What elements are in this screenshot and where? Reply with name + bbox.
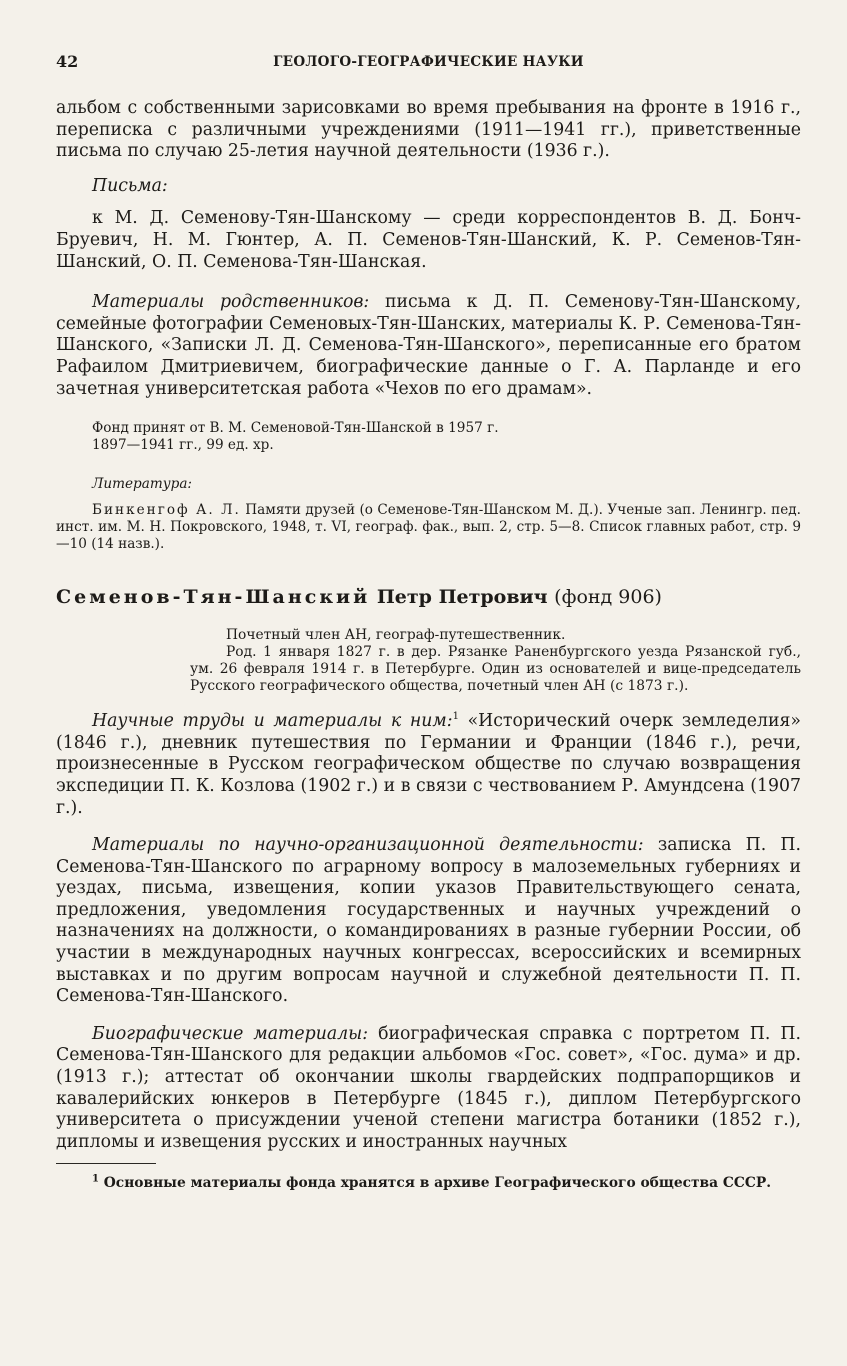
footnote-text: Основные материалы фонда хранятся в архиве Географического общества СССР.	[98, 1175, 771, 1192]
letters-heading: Письма:	[92, 175, 168, 196]
bio-materials-lead: Биографические материалы:	[92, 1023, 369, 1044]
letters-paragraph: к М. Д. Семенову-Тян-Шанскому — среди корреспондентов В. Д. Бонч-Бруевич, Н. М. Гюнтер, А. П. Семенов-Тян-Шанский, К. Р. Семенов-Тян-Шанский, О. П. Семенова-Тян-Шанская.	[56, 208, 801, 272]
literature-entry	[56, 502, 801, 553]
works-lead: Научные труды и материалы к ним:	[92, 711, 453, 732]
bio-line2: Род. 1 января 1827 г. в дер. Рязанке Раненбургского уезда Рязанской губ., ум. 26 февраля 1914 г. в Петербурге. Один из основателей и вице-председатель Русского географического общества, почетный член АН (с 1873 г.).	[190, 644, 801, 695]
footnote-rule	[56, 1163, 156, 1164]
org-lead: Материалы по научно-организационной деятельности:	[92, 835, 644, 856]
bio-materials-text: биографическая справка с портретом П. П. Семенова-Тян-Шанского для редакции альбомов «Гос. совет», «Гос. дума» и др. (1913 г.); аттестат об окончании школы гвардейских подпрапорщиков и кавалерийских юнкеров в Петербурге (1845 г.), диплом Петербургского университета о присуждении ученой степени магистра ботаники (1852 г.), дипломы и извещения русских и иностранных научных	[56, 1023, 801, 1152]
footnote	[92, 1174, 801, 1192]
literature-text: Памяти друзей (о Семенове-Тян-Шанском М. Д.). Ученые зап. Ленингр. пед. инст. им. М. Н. Покровского, 1948, т. VI, географ. фак., вып. 2, стр. 5—8. Список главных работ, стр. 9—10 (14 назв.).	[56, 502, 801, 553]
org-paragraph	[56, 835, 801, 1008]
works-text: «Исторический очерк земледелия» (1846 г.), дневник путешествия по Германии и Франции (1846 г.), речи, произнесенные в Русском географическом обществе по случаю возвращения экспедиции П. К. Козлова (1902 г.) и в связи с чествованием Р. Амундсена (1907 г.).	[56, 711, 802, 818]
running-header	[56, 52, 801, 76]
bio-line1: Почетный член АН, географ-путешественник.	[226, 627, 566, 644]
fond-note-line1: Фонд принят от В. М. Семеновой-Тян-Шанской в 1957 г.	[92, 420, 499, 437]
works-footnote-mark: 1	[452, 711, 459, 723]
page-number: 42	[56, 52, 79, 71]
continuation-paragraph: альбом с собственными зарисовками во время пребывания на фронте в 1916 г., переписка с различными учреждениями (1911—1941 гг.), приветственные письма по случаю 25-летия научной деятельности (1936 г.).	[56, 98, 801, 162]
relatives-lead: Материалы родственников:	[92, 292, 370, 313]
entry-surname: Семенов-Тян-Шанский	[56, 586, 371, 609]
entry-title	[56, 585, 801, 609]
bio-materials-paragraph	[56, 1024, 801, 1154]
works-paragraph	[56, 711, 801, 819]
entry-given-names: Петр Петрович	[376, 586, 548, 609]
entry-bio	[190, 627, 801, 695]
org-text: записка П. П. Семенова-Тян-Шанского по аграрному вопросу в малоземельных губерниях и уездах, письма, извещения, копии указов Правительствующего сената, предложения, уведомления государственных и научных учреждений о назначениях на должности, о командированиях в разные губернии России, об участии в международных научных конгрессах, всероссийских и всемирных выставках и по другим вопросам научной и служебной деятельности П. П. Семенова-Тян-Шанского.	[56, 835, 801, 1007]
literature-heading: Литература:	[92, 476, 193, 493]
footnote-mark: 1	[92, 1173, 99, 1185]
literature-author: Бинкенгоф А. Л.	[92, 502, 241, 519]
page	[56, 52, 801, 1192]
running-title: ГЕОЛОГО-ГЕОГРАФИЧЕСКИЕ НАУКИ	[273, 54, 584, 70]
relatives-paragraph	[56, 292, 801, 400]
fond-note-line2: 1897—1941 гг., 99 ед. хр.	[92, 437, 274, 454]
relatives-text: письма к Д. П. Семенову-Тян-Шанскому, семейные фотографии Семеновых-Тян-Шанских, материалы К. Р. Семенова-Тян-Шанского, «Записки Л. Д. Семенова-Тян-Шанского», переписанные его братом Рафаилом Дмитриевичем, биографические данные о Г. А. Парланде и его зачетная университетская работа «Чехов по его драмам».	[56, 292, 801, 399]
entry-fond: (фонд 906)	[554, 586, 662, 609]
